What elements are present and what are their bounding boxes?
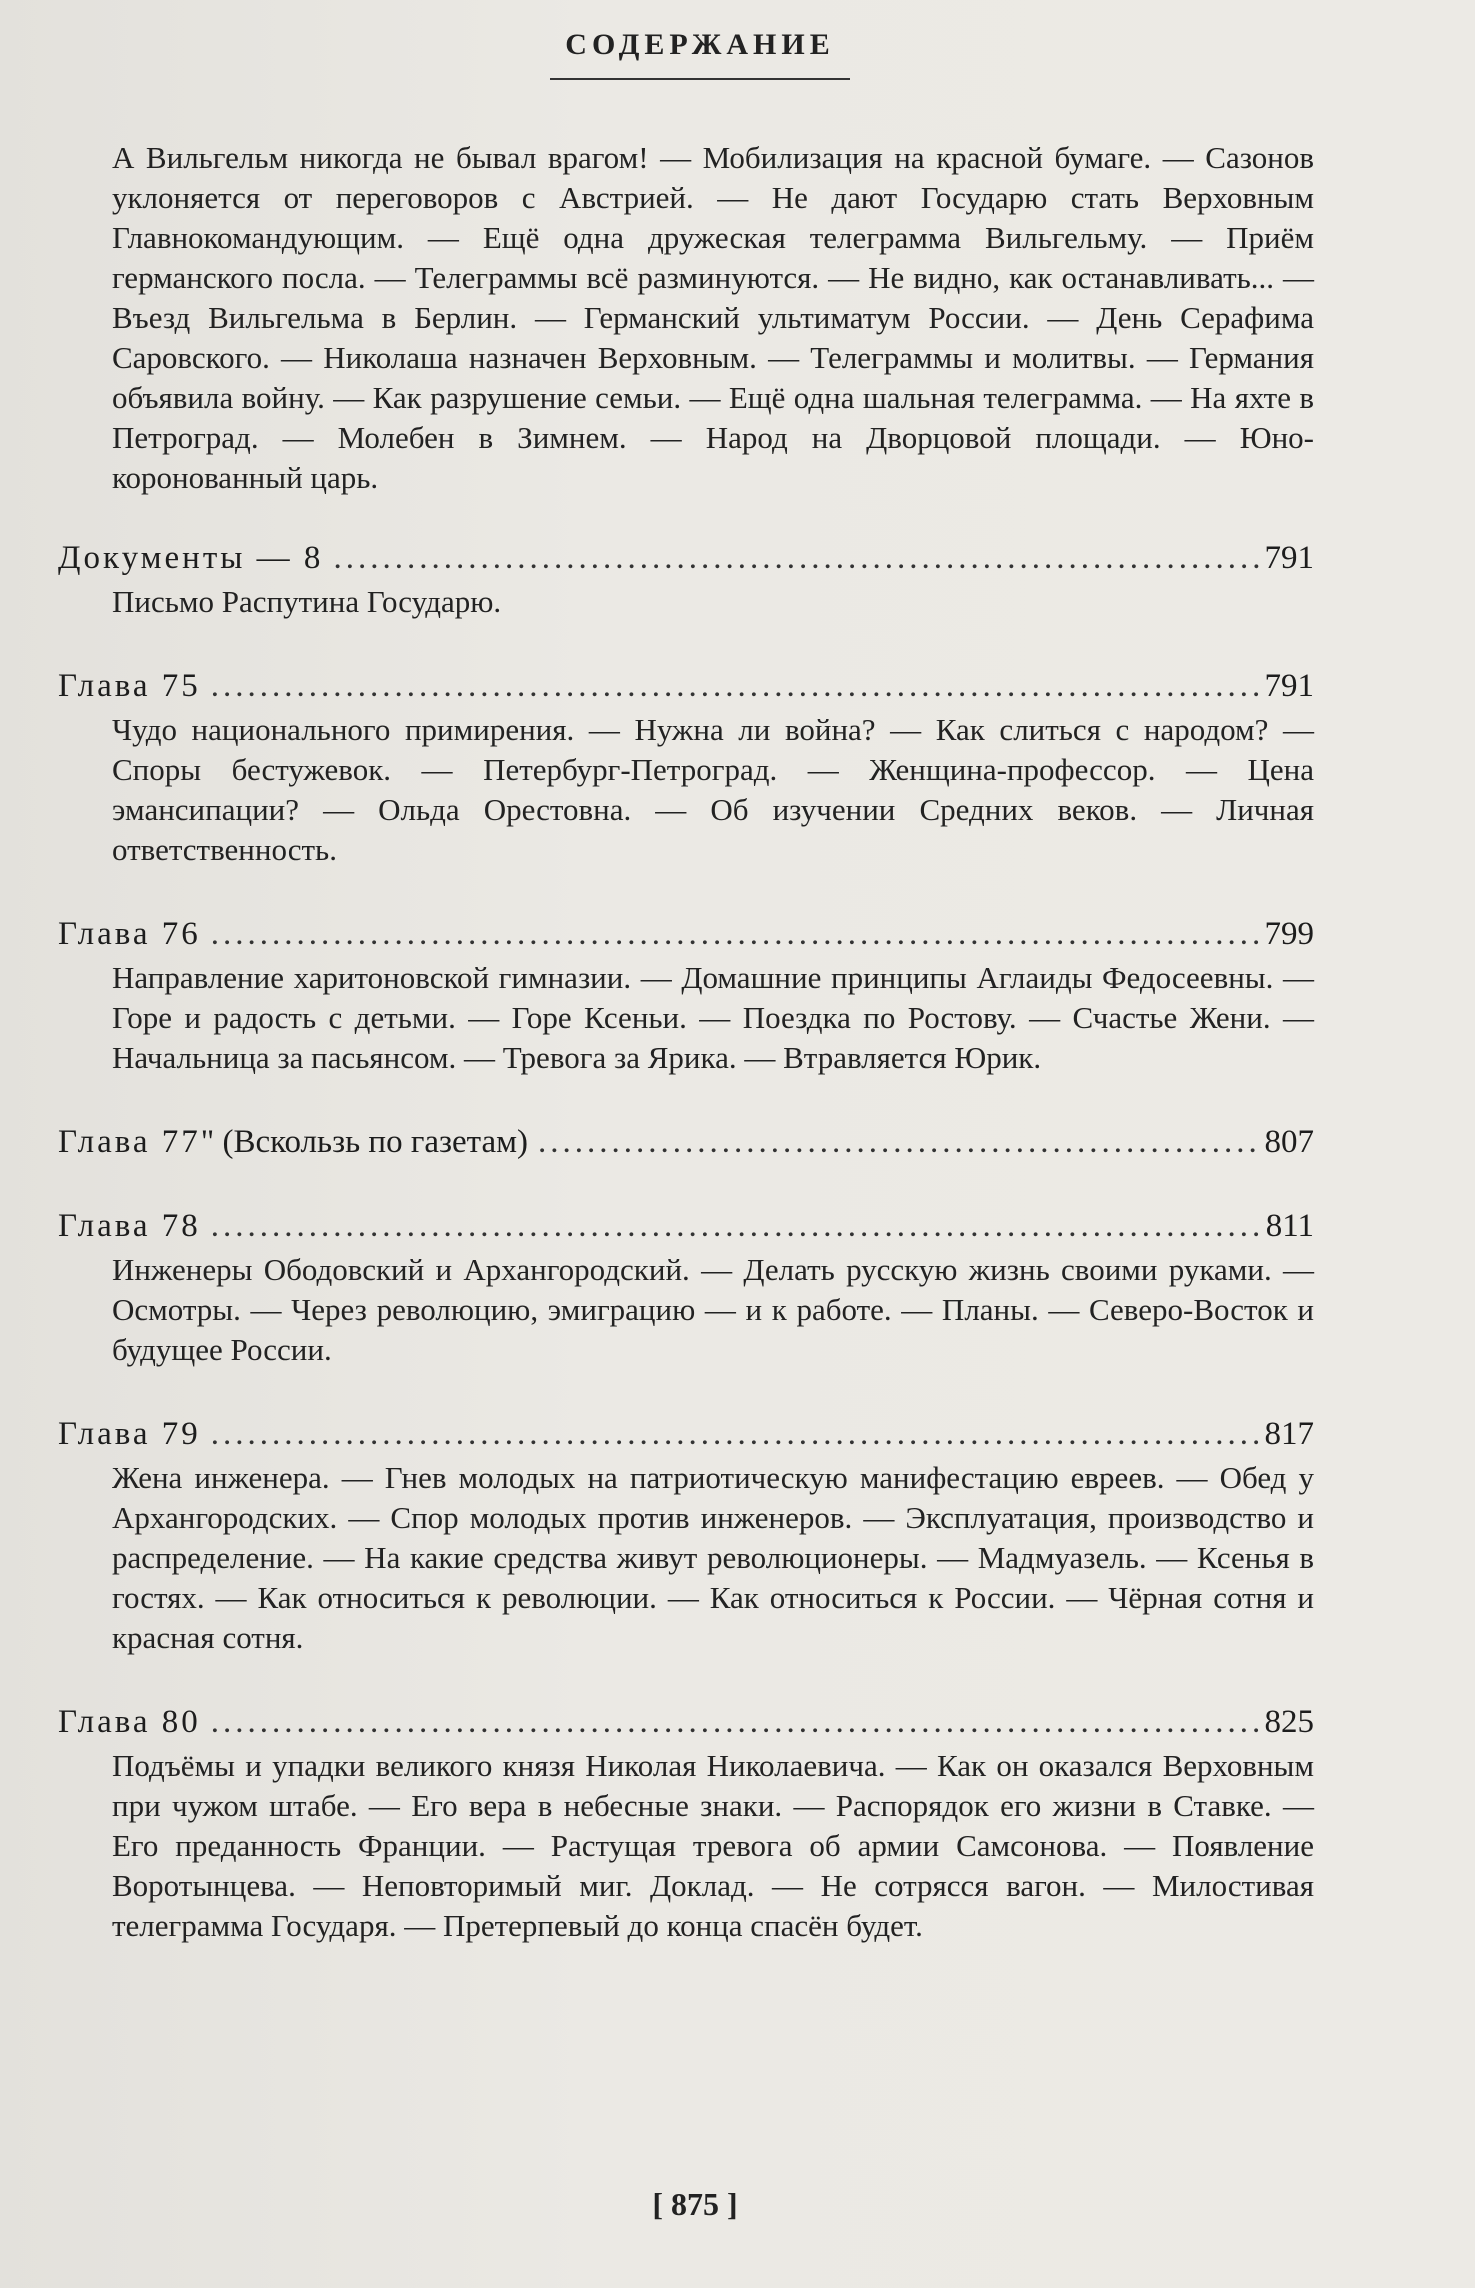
toc-entry-line [58, 1414, 1314, 1454]
dot-leader [211, 1206, 1262, 1246]
toc-page-number: 791 [1264, 668, 1314, 704]
dot-leader [211, 1414, 1261, 1454]
toc-entry-chapter-78 [58, 1206, 1314, 1370]
dot-leader [333, 538, 1260, 578]
chapter-summary: А Вильгельм никогда не бывал врагом! — Мобилизация на красной бумаге. — Сазонов уклоняется от переговоров с Австрией. — Не дают Государю стать Верховным Главнокомандующим. — Ещё одна дружеская телеграмма Вильгельму. — Приём германского посла. — Телеграммы всё разминуются. — Не видно, как останавливать... — Въезд Вильгельма в Берлин. — Германский ультиматум России. — День Серафима Саровского. — Николаша назначен Верховным. — Телеграммы и молитвы. — Германия объявила войну. — Как разрушение семьи. — Ещё одна шальная телеграмма. — На яхте в Петроград. — Молебен в Зимнем. — Народ на Дворцовой площади. — Юно-коронованный царь. [112, 140, 1314, 495]
toc-page-number: 817 [1264, 1416, 1314, 1452]
toc-entry-line [58, 914, 1314, 954]
toc-entry-label: Глава 76 [58, 916, 201, 952]
toc-entry-chapter-80 [58, 1702, 1314, 1946]
toc-entry-chapter-77 [58, 1122, 1314, 1162]
dot-leader [211, 1702, 1261, 1742]
toc-entry-description: Письмо Распутина Государю. [112, 584, 502, 619]
toc-entry-description: Инженеры Ободовский и Архангородский. — Делать русскую жизнь своими руками. — Осмотры. — Через революцию, эмиграцию — и к работе. — Планы. — Северо-Восток и будущее России. [112, 1252, 1314, 1367]
toc-entry-documents-8 [58, 538, 1314, 622]
toc-entry-label: Глава 78 [58, 1208, 201, 1244]
toc-entry-line [58, 666, 1314, 706]
toc-entry-chapter-76 [58, 914, 1314, 1078]
toc-page-number: 811 [1265, 1208, 1314, 1244]
toc-entry-label: Глава 79 [58, 1416, 201, 1452]
toc-entry-line [58, 1122, 1314, 1162]
toc-entry-chapter-75 [58, 666, 1314, 870]
toc-entry-label-main: Глава 77 [58, 1124, 201, 1160]
dot-leader [538, 1122, 1260, 1162]
toc-entry-label: Глава 75 [58, 668, 201, 704]
toc-entry-description: Жена инженера. — Гнев молодых на патриотическую манифестацию евреев. — Обед у Архангородских. — Спор молодых против инженеров. — Эксплуатация, производство и распределение. — На какие средства живут революционеры. — Мадмуазель. — Ксенья в гостях. — Как относиться к революции. — Как относиться к России. — Чёрная сотня и красная сотня. [112, 1460, 1314, 1655]
toc-page-number: 825 [1264, 1704, 1314, 1740]
toc-entry-label: Глава 80 [58, 1704, 201, 1740]
toc-entry-label-subtitle: " (Вскользь по газетам) [200, 1124, 529, 1160]
dot-leader [211, 914, 1261, 954]
toc-entry-chapter-79 [58, 1414, 1314, 1658]
toc-entry-line [58, 1206, 1314, 1246]
toc-page-number: 799 [1264, 916, 1314, 952]
toc-entry-line [58, 1702, 1314, 1742]
toc-entry-line [58, 538, 1314, 578]
dot-leader [211, 666, 1261, 706]
page-header [0, 28, 1400, 80]
page-title: СОДЕРЖАНИЕ [565, 28, 835, 61]
page-number-footer: [ 875 ] [652, 2186, 738, 2222]
toc-page-number: 807 [1264, 1124, 1314, 1160]
header-rule [550, 78, 850, 80]
toc-entry-description: Направление харитоновской гимназии. — Домашние принципы Аглаиды Федосеевны. — Горе и радость с детьми. — Горе Ксеньи. — Поездка по Ростову. — Счастье Жени. — Начальница за пасьянсом. — Тревога за Ярика. — Втравляется Юрик. [112, 960, 1314, 1075]
toc-entry-label [58, 1122, 528, 1162]
toc-page-number: 791 [1264, 540, 1314, 576]
toc-content [58, 138, 1314, 1946]
toc-entry-description: Чудо национального примирения. — Нужна ли война? — Как слиться с народом? — Споры бестужевок. — Петербург-Петроград. — Женщина-профессор. — Цена эмансипации? — Ольда Орестовна. — Об изучении Средних веков. — Личная ответственность. [112, 712, 1314, 867]
toc-entry-description: Подъёмы и упадки великого князя Николая Николаевича. — Как он оказался Верховным при чужом штабе. — Его вера в небесные знаки. — Распорядок его жизни в Ставке. — Его преданность Франции. — Растущая тревога об армии Самсонова. — Появление Воротынцева. — Неповторимый миг. Доклад. — Не сотрясся вагон. — Милостивая телеграмма Государя. — Претерпевый до конца спасён будет. [112, 1748, 1314, 1943]
toc-entry-label: Документы — 8 [58, 540, 324, 576]
